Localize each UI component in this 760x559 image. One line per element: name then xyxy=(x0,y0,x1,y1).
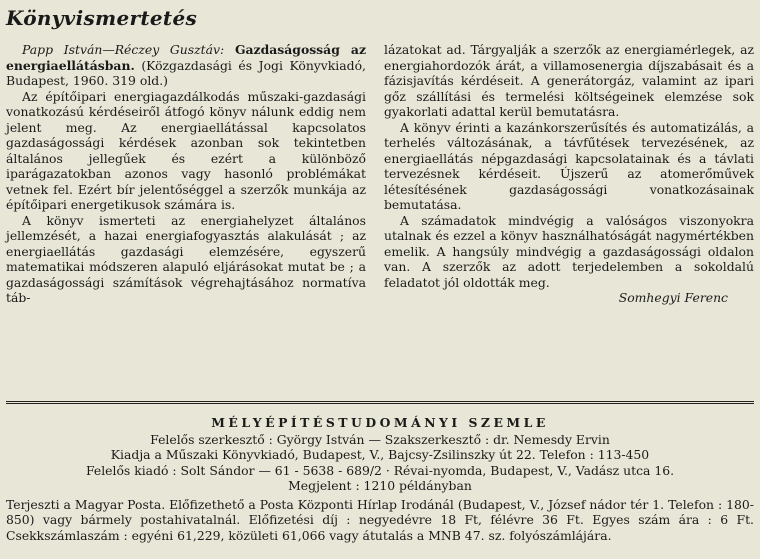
review-signature: Somhegyi Ferenc xyxy=(618,290,728,305)
section-title: Könyvismertetés xyxy=(6,6,198,30)
circulation-line: Megjelent : 1210 példányban xyxy=(288,478,472,493)
review-paragraph: A könyv ismerteti az energiahelyzet általános jellemzését, a hazai energiafogyasztás alakulását ; az energiaellátás gazdasági elemzésére, egyszerű matematikai módszeren alapuló eljárásokat mutat be ; a gazdaságossági számítások végrehajtásához normatíva táb- xyxy=(6,212,366,305)
review-paragraph: A könyv érinti a kazánkorszerűsítés és automatizálás, a terhelés változásának, a távfűtések tervezésének, az energiaellátás népgazdasági kapcsolatainak és a távlati tervezésnek kérdéseit. Újszerű az atomerőművek létesítésének gazdaságossági vonatkozásainak bemutatása. xyxy=(384,119,754,212)
review-paragraph: A számadatok mindvégig a valóságos viszonyokra utalnak és ezzel a könyv használhatóságát nagymértékben emelik. A hangsúly mindvégig a gazdaságossági oldalon van. A szerzők az adott terjedelemben a sokoldalú feladatot jól oldották meg. xyxy=(384,212,754,290)
divider-rule xyxy=(6,401,754,404)
review-right-column xyxy=(384,42,754,306)
book-reference xyxy=(6,42,366,89)
editors-line: Felelős szerkesztő : György István — Szakszerkesztő : dr. Nemesdy Ervin xyxy=(150,431,610,447)
review-paragraph: lázatokat ad. Tárgyalják a szerzők az energiamérlegek, az energiahordozók árát, a villamosenergia díjszabásait és a fázisjavítás kérdéseit. A generátorgáz, valamint az ipari gőz szállítási és termelési költségeinek elemzése sok gyakorlati adattal kerül bemutatásra. xyxy=(384,42,754,119)
journal-name: MÉLYÉPÍTÉSTUDOMÁNYI SZEMLE xyxy=(211,415,549,430)
printer-line: Felelős kiadó : Solt Sándor — 61 - 5638 - 689/2 · Révai-nyomda, Budapest, V., Vadász utca 16. xyxy=(85,462,675,478)
distribution-text: Terjeszti a Magyar Posta. Előfizethető a Posta Központi Hírlap Irodánál (Budapest, V., József nádor tér 1. Telefon : 180-850) vagy bármely postahivatalnál. Előfizetési díj : negyedévre 18 Ft, félévre 36 Ft. Egyes szám ára : 6 Ft. Csekkszámlaszám : egyéni 61,229, közületi 61,066 vagy átutalás a MNB 47. sz. folyószámlájára. xyxy=(6,496,754,543)
review-left-column xyxy=(6,42,366,306)
publisher-line: Kiadja a Műszaki Könyvkiadó, Budapest, V., Bajcsy-Zsilinszky út 22. Telefon : 113-450 xyxy=(110,447,650,462)
book-publication: (Közgazdasági és Jogi Könyvkiadó, Budapest, 1960. 319 old.) xyxy=(6,57,366,88)
book-authors: Papp István—Réczey Gusztáv: xyxy=(22,42,225,57)
review-paragraph: Az építőipari energiagazdálkodás műszaki-gazdasági vonatkozású kérdéseiről átfogó könyv nálunk eddig nem jelent meg. Az energiaellátással kapcsolatos gazdaságossági kérdések azonban sok tekintetben általános jellegűek és ezért a különböző iparágazatokban azonos vagy hasonló problémákat vetnek fel. Ezért bír jelentőséggel a szerzők munkája az építőipari energetikusok számára is. xyxy=(6,88,366,212)
imprint-block xyxy=(6,415,754,543)
book-title: Gazdaságosság az energiaellátásban. xyxy=(6,42,367,73)
